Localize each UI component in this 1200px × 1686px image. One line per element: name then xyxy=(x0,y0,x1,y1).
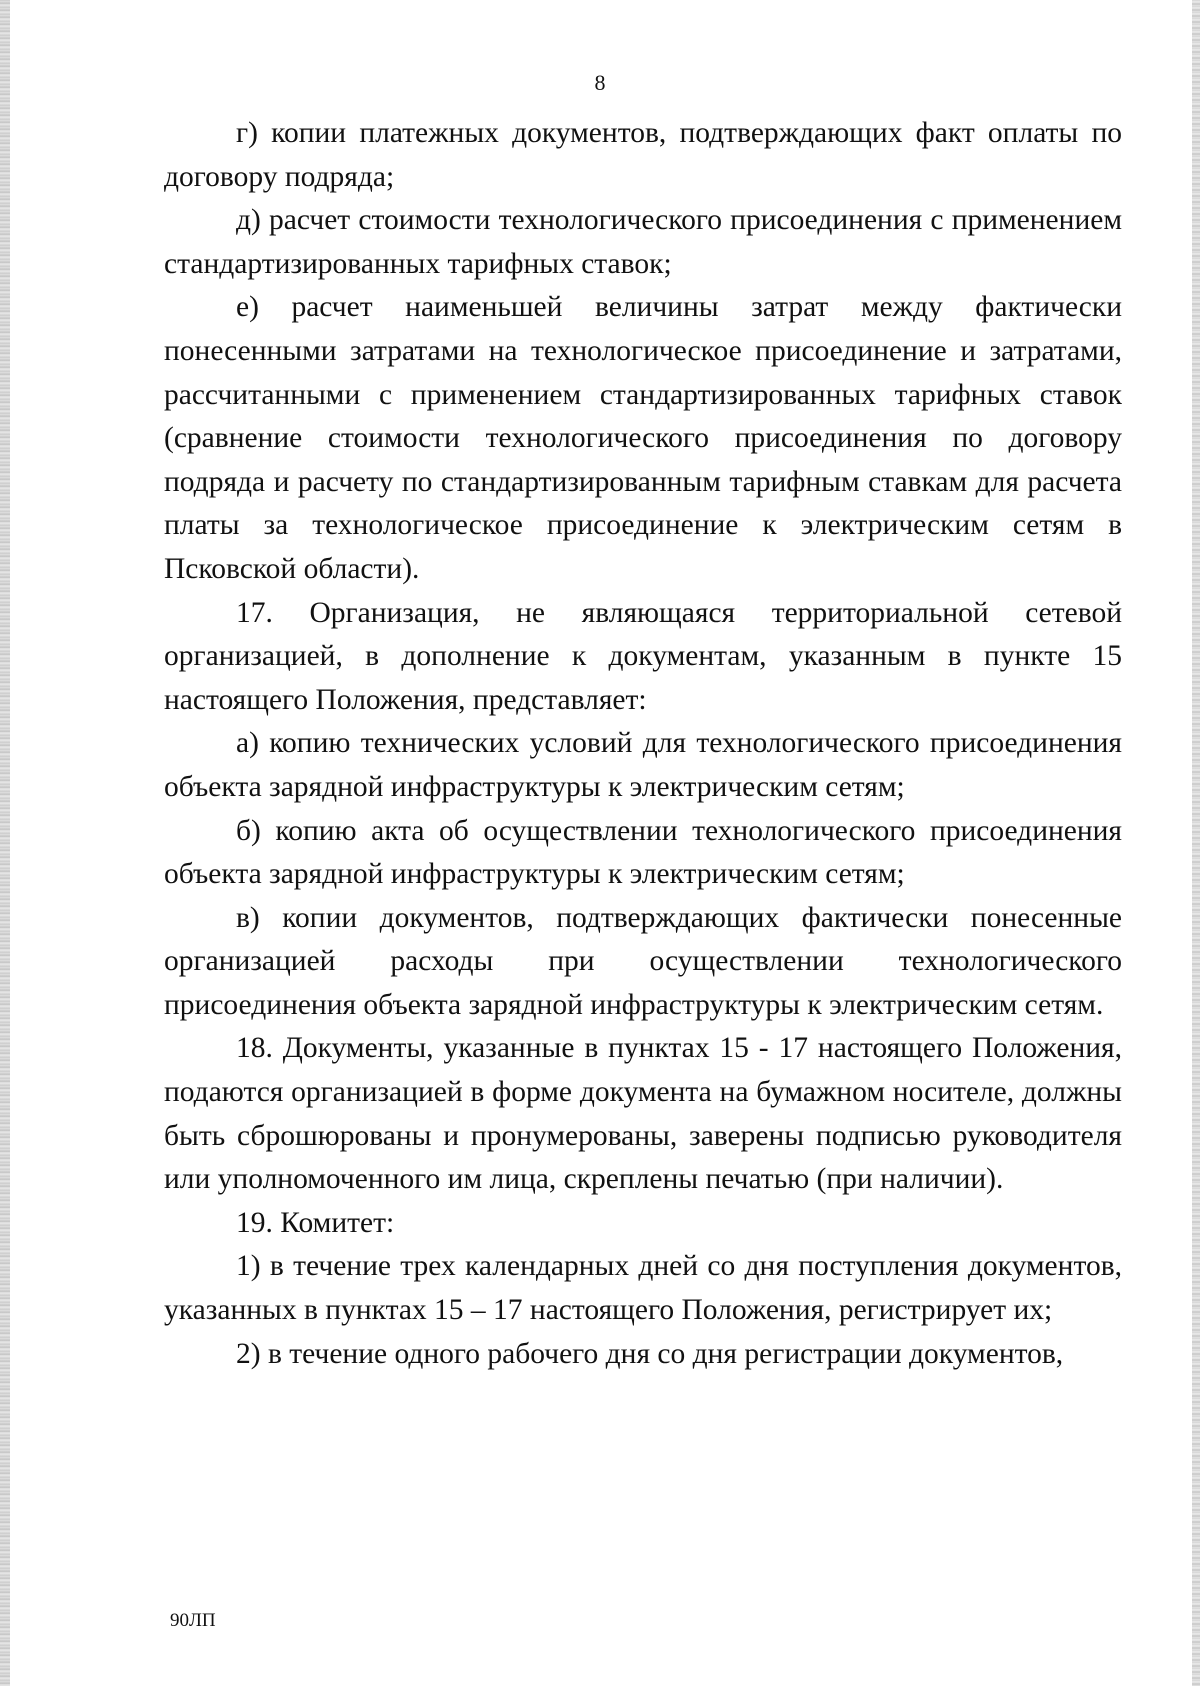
paragraph-18: 18. Документы, указанные в пунктах 15 - 17 настоящего Положения, подаются организацией в форме документа на бумажном носителе, должны быть сброшюрованы и пронумерованы, заверены подписью руководителя или уполномоченного им лица, скреплены печатью (при наличии). xyxy=(164,1032,1122,1196)
document-code: 90ЛП xyxy=(170,1610,216,1631)
paragraph-19-2: 2) в течение одного рабочего дня со дня регистрации документов, xyxy=(236,1337,1064,1370)
paragraph-17: 17. Организация, не являющаяся территориальной сетевой организацией, в дополнение к документам, указанным в пункте 15 настоящего Положения, представляет: xyxy=(164,596,1122,716)
scan-edge-right xyxy=(1192,0,1200,1686)
paragraph-d: д) расчет стоимости технологического присоединения с применением стандартизированных тарифных ставок; xyxy=(164,204,1122,280)
scan-edge-left xyxy=(0,0,10,1686)
paragraph-g: г) копии платежных документов, подтверждающих факт оплаты по договору подряда; xyxy=(164,117,1122,193)
document-body xyxy=(164,112,1122,1376)
paragraph-17-a: а) копию технических условий для технологического присоединения объекта зарядной инфраструктуры к электрическим сетям; xyxy=(164,727,1122,803)
paragraph-e: е) расчет наименьшей величины затрат между фактически понесенными затратами на технологическое присоединение и затратами, рассчитанными с применением стандартизированных тарифных ставок (сравнение стоимости технологического присоединения по договору подряда и расчету по стандартизированным тарифным ставкам для расчета платы за технологическое присоединение к электрическим сетям в Псковской области). xyxy=(164,291,1122,585)
paragraph-19: 19. Комитет: xyxy=(236,1206,395,1239)
paragraph-17-b: б) копию акта об осуществлении технологического присоединения объекта зарядной инфраструктуры к электрическим сетям; xyxy=(164,814,1122,891)
paragraph-19-1: 1) в течение трех календарных дней со дня поступления документов, указанных в пунктах 15 – 17 настоящего Положения, регистрирует их; xyxy=(164,1250,1122,1327)
paragraph-17-v: в) копии документов, подтверждающих фактически понесенные организацией расходы при осуществлении технологического присоединения объекта зарядной инфраструктуры к электрическим сетям. xyxy=(164,901,1122,1021)
page-number: 8 xyxy=(594,70,606,95)
